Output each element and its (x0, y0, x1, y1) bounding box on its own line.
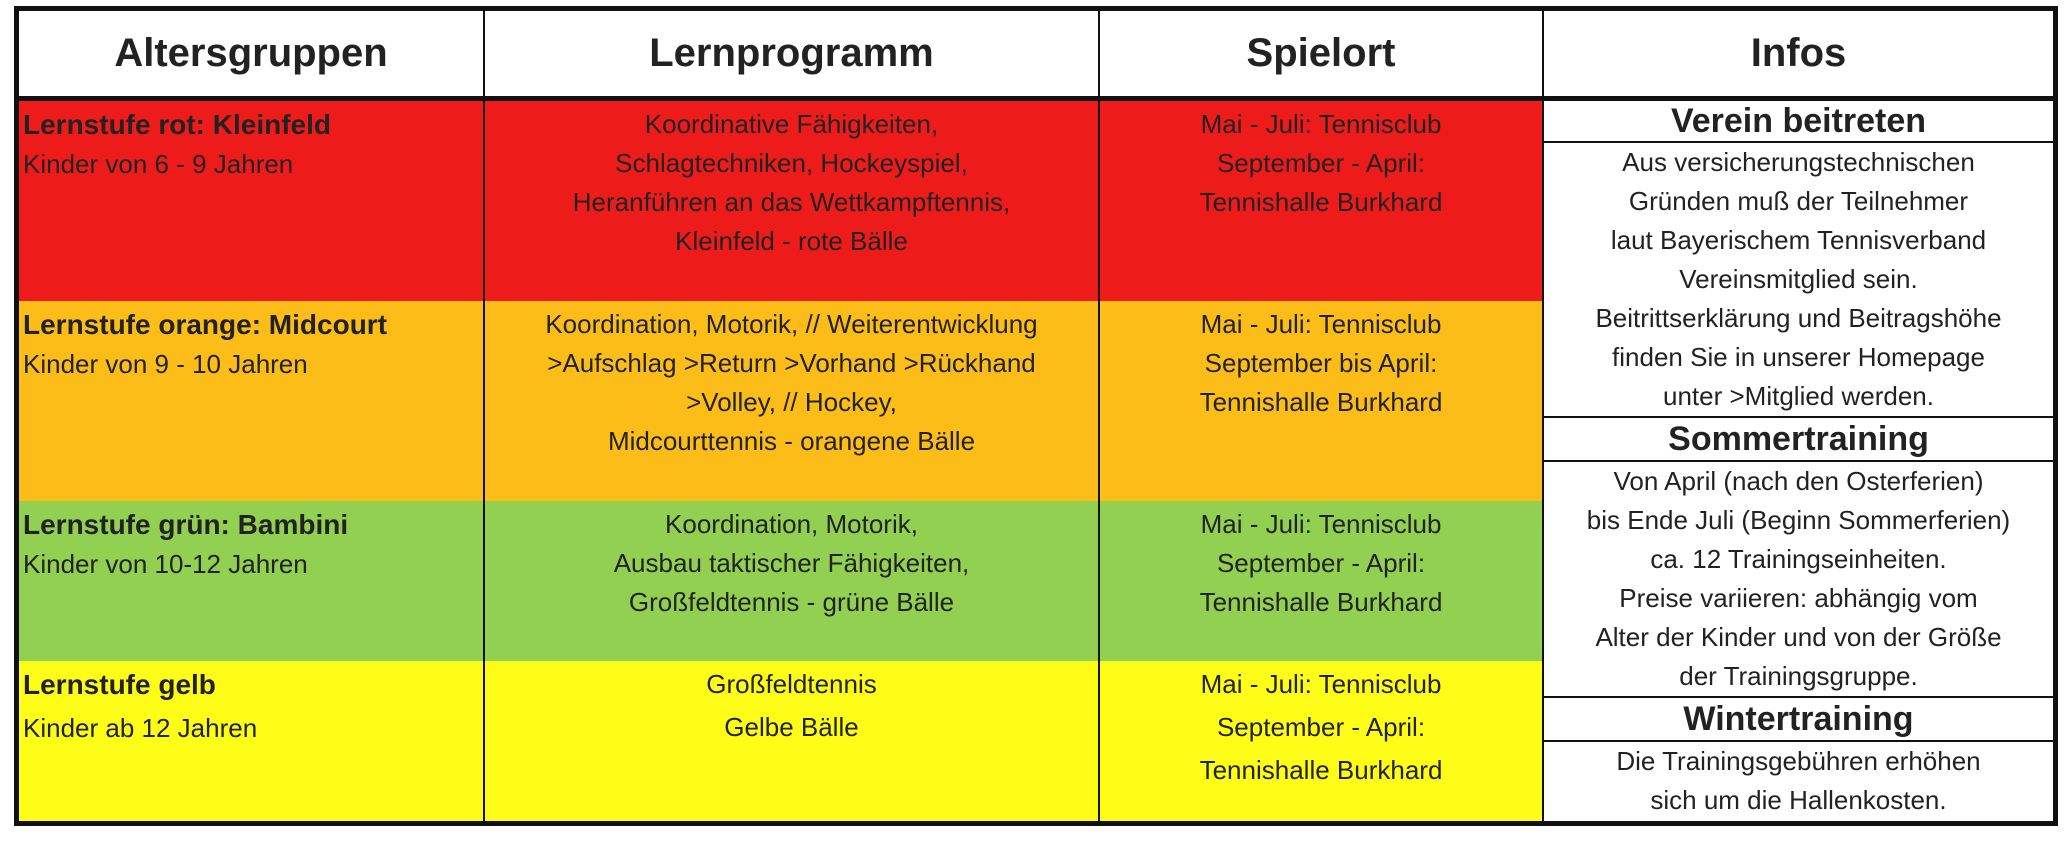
venue-line: Mai - Juli: Tennisclub (1200, 509, 1442, 539)
age-range: Kinder von 10-12 Jahren (23, 549, 308, 579)
program-line: Großfeldtennis - grüne Bälle (628, 587, 955, 617)
program-cell (485, 661, 1100, 821)
program-line: >Aufschlag >Return >Vorhand >Rückhand (547, 348, 1036, 378)
venue-line: September - April: (1216, 548, 1426, 578)
info-line: Vereinsmitglied sein. (1679, 264, 1918, 294)
age-group-cell (19, 101, 485, 301)
level-title: Lernstufe grün: Bambini (23, 509, 349, 540)
table-header (19, 11, 2053, 101)
venue-line: Tennishalle Burkhard (1199, 587, 1443, 617)
level-title: Lernstufe gelb (23, 669, 216, 700)
venue-line: September bis April: (1204, 348, 1438, 378)
info-join-title: Verein beitreten (1544, 101, 2053, 143)
info-line: Aus versicherungstechnischen (1622, 147, 1975, 177)
age-group-cell (19, 661, 485, 821)
venue-cell (1100, 501, 1544, 661)
program-line: Koordination, Motorik, // Weiterentwicklung (545, 309, 1038, 339)
info-line: laut Bayerischem Tennisverband (1610, 225, 1987, 255)
info-winter-title: Wintertraining (1544, 696, 2053, 742)
info-line: der Trainingsgruppe. (1679, 661, 1918, 691)
program-line: Koordination, Motorik, (665, 509, 918, 539)
program-cell (485, 101, 1100, 301)
table-row-yellow (19, 661, 1544, 821)
venue-line: September - April: (1216, 712, 1426, 742)
program-line: Schlagtechniken, Hockeyspiel, (615, 148, 968, 178)
header-spielort: Spielort (1100, 11, 1544, 96)
level-title: Lernstufe orange: Midcourt (23, 309, 388, 340)
info-line: sich um die Hallenkosten. (1650, 785, 1947, 815)
info-line: Alter der Kinder und von der Größe (1595, 622, 2002, 652)
info-line: Preise variieren: abhängig vom (1619, 583, 1978, 613)
program-line: Midcourttennis - orangene Bälle (607, 426, 976, 456)
level-title: Lernstufe rot: Kleinfeld (23, 109, 332, 140)
program-line: Großfeldtennis (706, 669, 877, 699)
info-line: unter >Mitglied werden. (1663, 381, 1934, 411)
table-row-green (19, 501, 1544, 661)
venue-line: Mai - Juli: Tennisclub (1200, 309, 1442, 339)
program-line: Heranführen an das Wettkampftennis, (572, 187, 1011, 217)
venue-line: Tennishalle Burkhard (1199, 755, 1443, 785)
age-range: Kinder von 6 - 9 Jahren (23, 149, 294, 179)
info-line: finden Sie in unserer Homepage (1612, 342, 1985, 372)
program-cell (485, 301, 1100, 501)
venue-cell (1100, 661, 1544, 821)
table-row-orange (19, 301, 1544, 501)
info-join-text (1544, 143, 2053, 416)
info-line: Von April (nach den Osterferien) (1613, 466, 1984, 496)
info-line: Die Trainingsgebühren erhöhen (1616, 746, 1981, 776)
venue-line: Mai - Juli: Tennisclub (1200, 109, 1442, 139)
table-row-red (19, 101, 1544, 301)
program-line: Koordinative Fähigkeiten, (644, 109, 939, 139)
info-winter-text (1544, 742, 2053, 820)
age-range: Kinder von 9 - 10 Jahren (23, 349, 308, 379)
info-line: Gründen muß der Teilnehmer (1628, 186, 1969, 216)
tennis-program-table (14, 6, 2058, 826)
venue-line: Tennishalle Burkhard (1199, 387, 1443, 417)
info-summer-title: Sommertraining (1544, 416, 2053, 462)
program-line: Kleinfeld - rote Bälle (675, 226, 908, 256)
info-line: Beitrittserklärung und Beitragshöhe (1595, 303, 2002, 333)
venue-cell (1100, 301, 1544, 501)
info-line: ca. 12 Trainingseinheiten. (1650, 544, 1947, 574)
age-group-cell (19, 501, 485, 661)
venue-line: September - April: (1216, 148, 1426, 178)
age-group-cell (19, 301, 485, 501)
venue-line: Tennishalle Burkhard (1199, 187, 1443, 217)
venue-cell (1100, 101, 1544, 301)
info-summer-text (1544, 462, 2053, 696)
program-line: >Volley, // Hockey, (686, 387, 897, 417)
program-line: Gelbe Bälle (724, 712, 859, 742)
program-line: Ausbau taktischer Fähigkeiten, (613, 548, 970, 578)
header-altersgruppen: Altersgruppen (19, 11, 485, 96)
info-line: bis Ende Juli (Beginn Sommerferien) (1586, 505, 2011, 535)
venue-line: Mai - Juli: Tennisclub (1200, 669, 1442, 699)
program-cell (485, 501, 1100, 661)
header-infos: Infos (1750, 31, 1847, 75)
age-range: Kinder ab 12 Jahren (23, 713, 258, 743)
header-lernprogramm: Lernprogramm (485, 11, 1100, 96)
info-column (1544, 101, 2053, 821)
